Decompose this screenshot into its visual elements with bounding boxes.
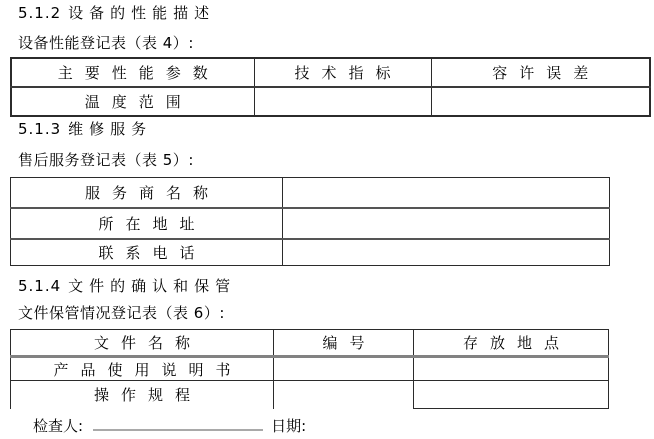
date-label: 日期: [271,417,307,435]
table-row [11,178,610,208]
table-row [11,330,609,357]
row-label-address: 所在地址 [11,208,283,239]
table-row [11,357,609,381]
procedure-number-cell[interactable] [274,381,414,409]
heading-5-1-4 [18,277,236,295]
tolerance-value-cell[interactable] [431,87,650,116]
table-after-sales [10,177,610,266]
table-row [11,208,610,239]
heading-number: 5.1.4 [18,277,62,295]
col-header-spec: 技术指标 [254,58,431,87]
heading-text: 维修服务 [68,120,153,138]
inspector-blank-line[interactable] [93,414,263,431]
row-label-phone: 联系电话 [11,239,283,266]
manual-location-cell[interactable] [414,357,609,381]
table-row [11,239,610,266]
table-row [11,87,650,116]
col-header-storage-location: 存放地点 [414,330,609,357]
col-header-tolerance: 容许误差 [431,58,650,87]
heading-5-1-2 [18,4,215,22]
signature-line [33,414,306,435]
caption-table5: 售后服务登记表（表 5）: [18,151,194,169]
table-performance [10,57,651,117]
caption-table4: 设备性能登记表（表 4）: [18,34,194,52]
heading-number: 5.1.2 [18,4,62,22]
row-label-temperature-range: 温度范围 [11,87,254,116]
heading-text: 设备的性能描述 [68,4,216,22]
inspector-label: 检查人: [33,417,84,435]
procedure-location-cell[interactable] [414,381,609,409]
col-header-number: 编号 [274,330,414,357]
service-provider-value-cell[interactable] [283,178,610,208]
table-row [11,381,609,409]
row-label-service-provider: 服务商名称 [11,178,283,208]
heading-text: 文件的确认和保管 [68,277,237,295]
row-label-operating-procedure: 操作规程 [11,381,274,409]
col-header-parameter: 主要性能参数 [11,58,254,87]
manual-number-cell[interactable] [274,357,414,381]
heading-number: 5.1.3 [18,120,62,138]
spec-value-cell[interactable] [254,87,431,116]
heading-5-1-3 [18,120,152,138]
caption-table6: 文件保管情况登记表（表 6）: [18,304,225,322]
row-label-user-manual: 产品使用说明书 [11,357,274,381]
table-row [11,58,650,87]
address-value-cell[interactable] [283,208,610,239]
phone-value-cell[interactable] [283,239,610,266]
table-document-storage [10,329,609,409]
col-header-document-name: 文件名称 [11,330,274,357]
